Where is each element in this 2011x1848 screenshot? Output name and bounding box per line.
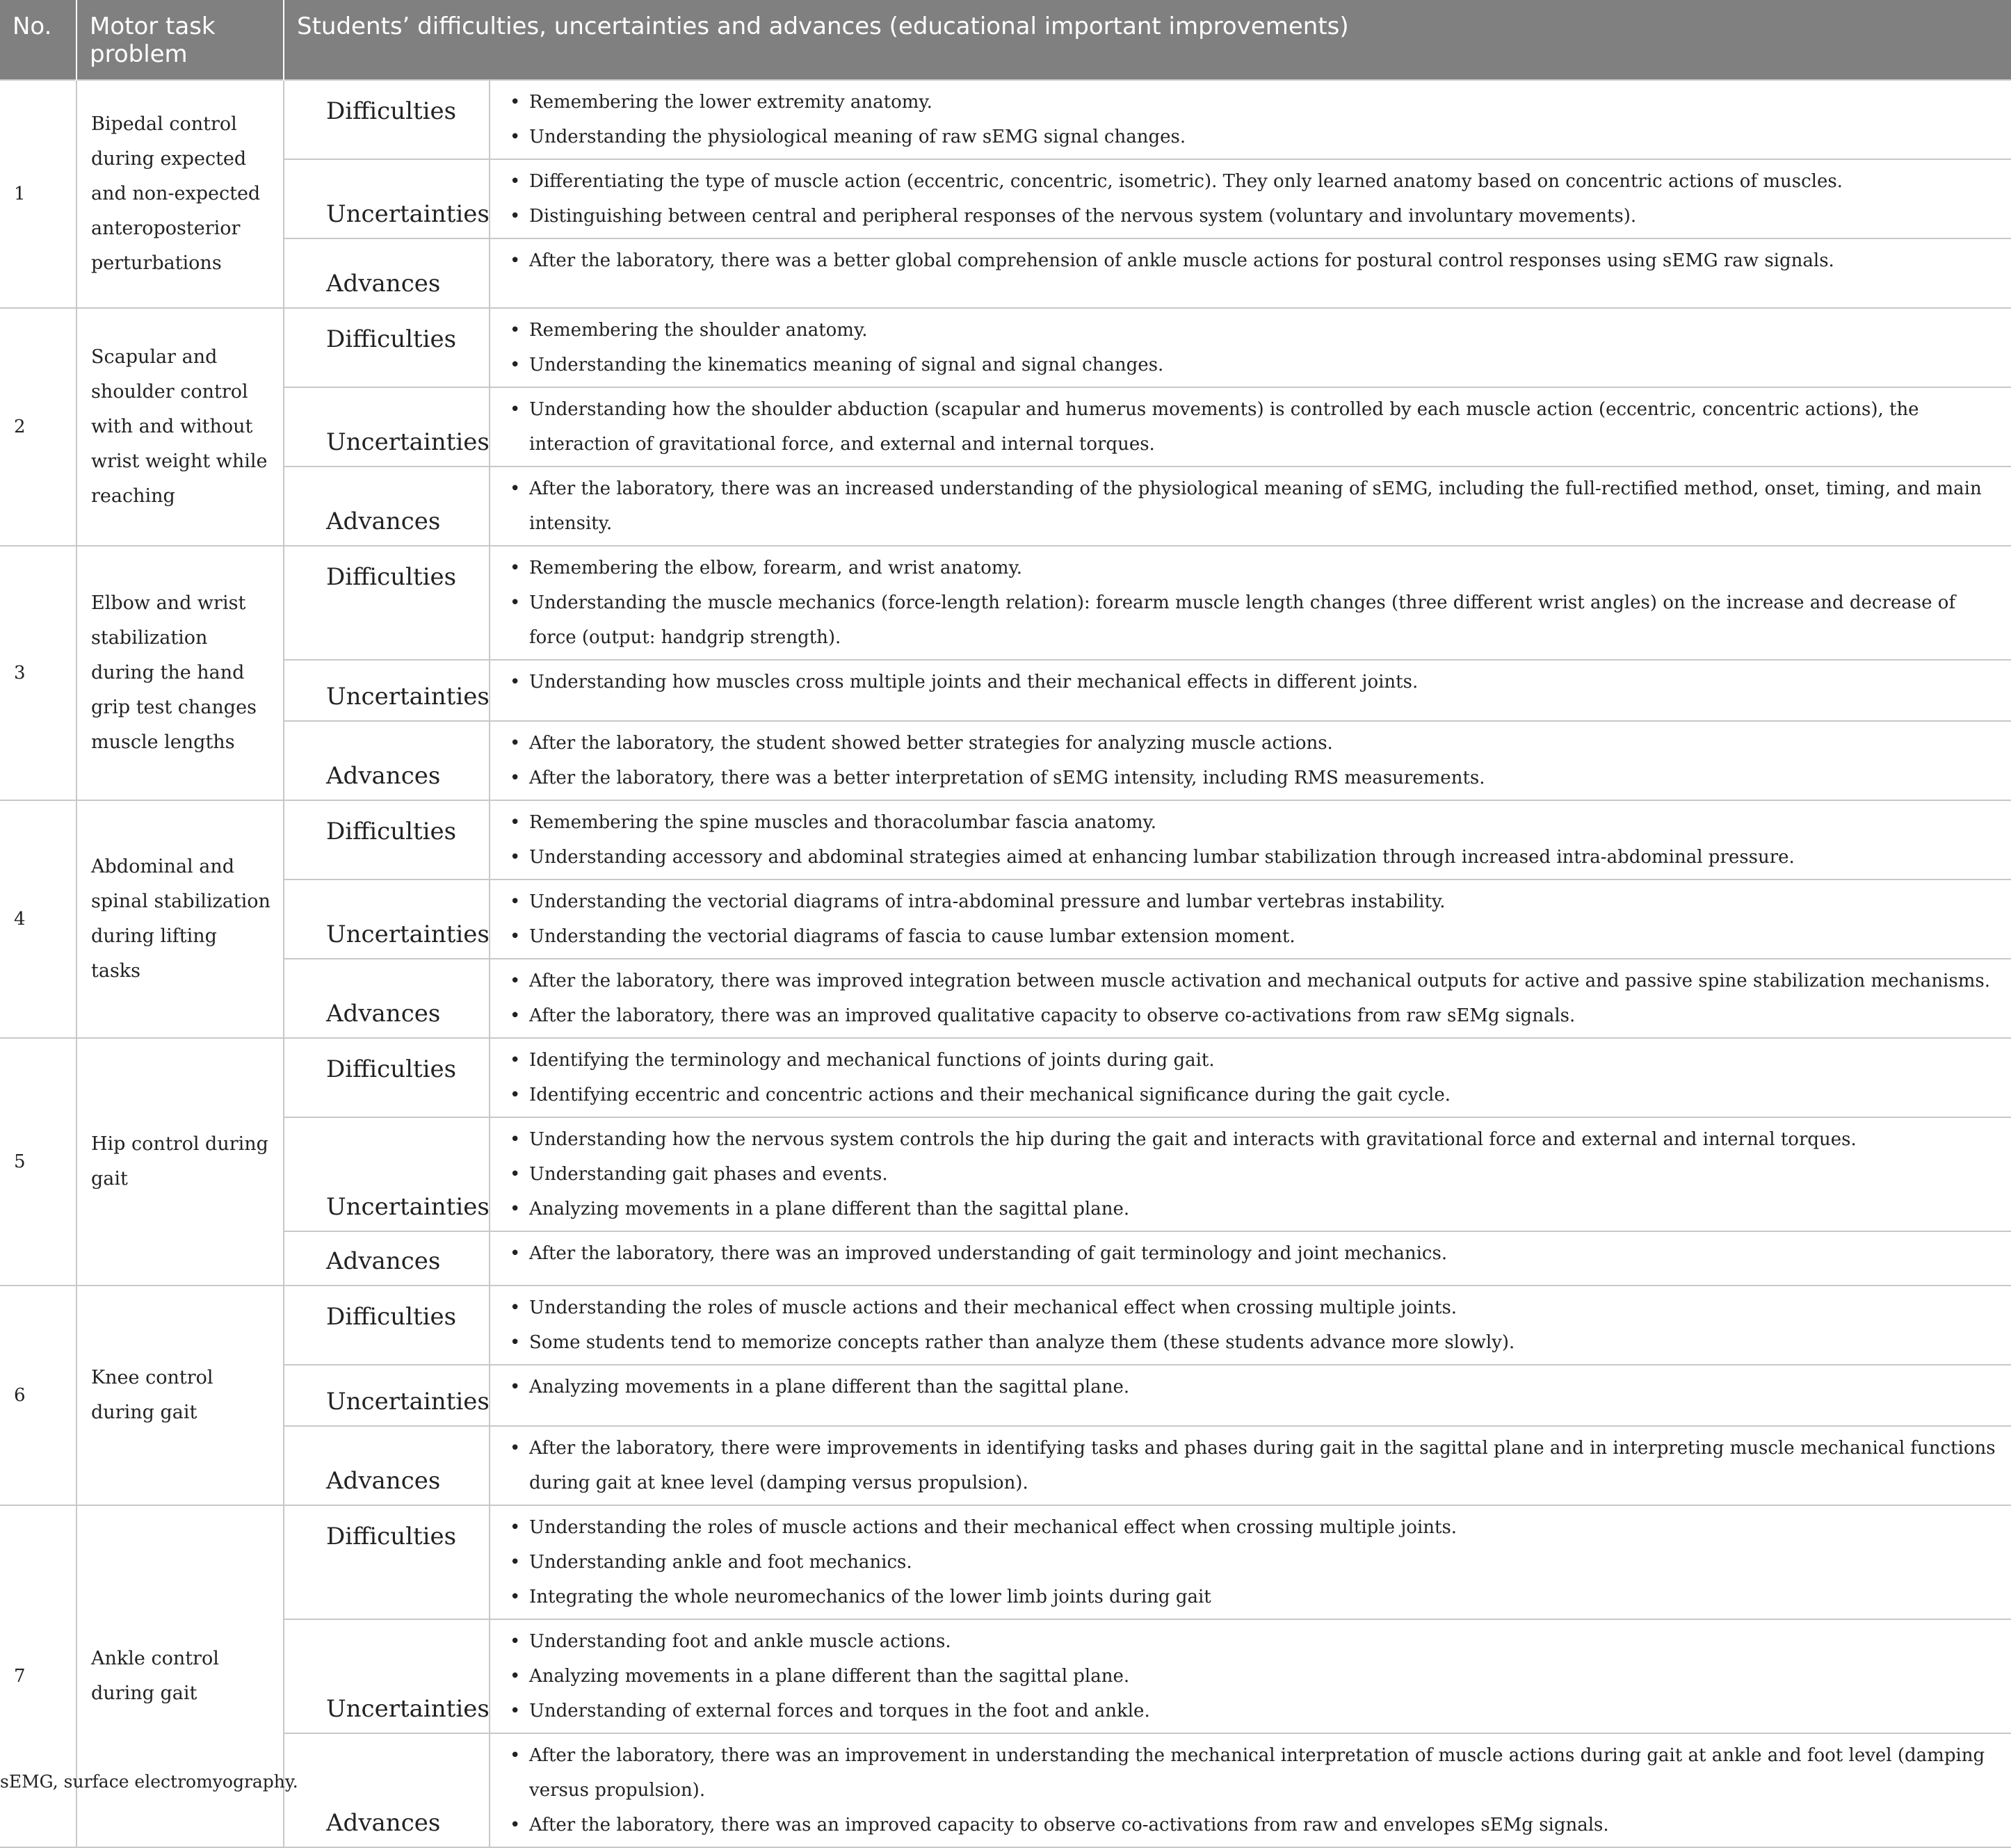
list-item: • Understanding the roles of muscle actions and their mechanical effect when crossing multiple joints.: [508, 1290, 1997, 1325]
bullet-list: [508, 805, 1997, 875]
category-cell: [284, 1619, 490, 1733]
list-item: • Understanding gait phases and events.: [508, 1157, 1997, 1192]
items-cell: [490, 1231, 2011, 1286]
header-no: No.: [0, 0, 76, 80]
items-cell: [490, 1117, 2011, 1231]
list-item: • Understanding accessory and abdominal strategies aimed at enhancing lumbar stabilization through increased intra-abdominal pressure.: [508, 840, 1997, 875]
list-item: • Understanding foot and ankle muscle actions.: [508, 1624, 1997, 1659]
category-cell: [284, 800, 490, 880]
items-cell: [490, 1426, 2011, 1505]
list-item: • Integrating the whole neuromechanics of the lower limb joints during gait: [508, 1580, 1997, 1614]
list-item: • Understanding how the shoulder abduction (scapular and humerus movements) is controlled by each muscle action (eccentric, concentric actions), the interaction of gravitational force, and external and internal torques.: [508, 392, 1997, 462]
list-item: • Understanding the vectorial diagrams of intra-abdominal pressure and lumbar vertebras instability.: [508, 884, 1997, 919]
list-item: • Remembering the spine muscles and thoracolumbar fascia anatomy.: [508, 805, 1997, 840]
bullet-list: [508, 726, 1997, 795]
items-cell: [490, 660, 2011, 721]
bullet-list: [508, 551, 1997, 655]
category-label: Advances: [326, 1467, 441, 1495]
items-cell: [490, 959, 2011, 1038]
table-row: [0, 1038, 2011, 1117]
items-cell: [490, 1505, 2011, 1619]
table-row: [0, 721, 2011, 800]
category-cell: [284, 1505, 490, 1619]
bullet-list: [508, 665, 1997, 699]
list-item: • Understanding the roles of muscle actions and their mechanical effect when crossing multiple joints.: [508, 1510, 1997, 1545]
list-item: • Analyzing movements in a plane different than the sagittal plane.: [508, 1370, 1997, 1404]
list-item: • After the laboratory, there was improved integration between muscle activation and mechanical outputs for active and passive spine stabilization mechanisms.: [508, 964, 1997, 998]
bullet-list: [508, 1624, 1997, 1728]
row-number: 1: [0, 80, 76, 308]
table-footnote: sEMG, surface electromyography.: [0, 1772, 298, 1792]
bullet-list: [508, 1510, 1997, 1614]
category-cell: [284, 308, 490, 387]
category-label: Uncertainties: [326, 1695, 490, 1723]
category-cell: [284, 1038, 490, 1117]
category-cell: [284, 1426, 490, 1505]
motor-task-cell: Knee control during gait: [76, 1286, 284, 1505]
category-label: Advances: [326, 1247, 441, 1275]
category-label: Advances: [326, 270, 441, 298]
row-number: 5: [0, 1038, 76, 1286]
header-description: Students’ difficulties, uncertainties and advances (educational important improvements): [284, 0, 2011, 80]
table-row: [0, 1505, 2011, 1619]
items-cell: [490, 880, 2011, 959]
list-item: • Remembering the shoulder anatomy.: [508, 313, 1997, 348]
list-item: • Understanding the physiological meaning of raw sEMG signal changes.: [508, 120, 1997, 154]
table-row: [0, 1231, 2011, 1286]
category-label: Uncertainties: [326, 200, 490, 228]
category-cell: [284, 959, 490, 1038]
category-cell: [284, 880, 490, 959]
items-cell: [490, 387, 2011, 467]
category-label: Difficulties: [326, 97, 457, 125]
list-item: • After the laboratory, there was an improvement in understanding the mechanical interpretation of muscle actions during gait at ankle and foot level (damping versus propulsion).: [508, 1738, 1997, 1808]
bullet-list: [508, 85, 1997, 154]
table-row: [0, 660, 2011, 721]
items-cell: [490, 308, 2011, 387]
category-cell: [284, 1733, 490, 1847]
table-row: [0, 308, 2011, 387]
category-cell: [284, 1286, 490, 1365]
category-cell: [284, 238, 490, 308]
bullet-list: [508, 1122, 1997, 1226]
table-row: [0, 467, 2011, 546]
category-label: Difficulties: [326, 818, 457, 845]
category-cell: [284, 546, 490, 660]
row-number: 6: [0, 1286, 76, 1505]
list-item: • After the laboratory, there was an improved capacity to observe co-activations from raw and envelopes sEMg signals.: [508, 1808, 1997, 1842]
bullet-list: [508, 1236, 1997, 1271]
category-label: Advances: [326, 1000, 441, 1028]
table-row: [0, 959, 2011, 1038]
table-row: [0, 800, 2011, 880]
list-item: • After the laboratory, there were improvements in identifying tasks and phases during gait in the sagittal plane and in interpreting muscle mechanical functions during gait at knee level (damping versus propulsion).: [508, 1431, 1997, 1500]
list-item: • Analyzing movements in a plane different than the sagittal plane.: [508, 1659, 1997, 1694]
category-cell: [284, 1365, 490, 1426]
list-item: • Analyzing movements in a plane different than the sagittal plane.: [508, 1192, 1997, 1226]
category-label: Uncertainties: [326, 428, 490, 456]
category-cell: [284, 159, 490, 238]
table-row: [0, 1117, 2011, 1231]
list-item: • Distinguishing between central and peripheral responses of the nervous system (voluntary and involuntary movements).: [508, 199, 1997, 234]
category-cell: [284, 721, 490, 800]
category-cell: [284, 1117, 490, 1231]
table-row: [0, 1286, 2011, 1365]
table-row: [0, 546, 2011, 660]
header-row: [0, 0, 2011, 80]
category-label: Difficulties: [326, 1523, 457, 1550]
category-cell: [284, 387, 490, 467]
list-item: • Understanding of external forces and torques in the foot and ankle.: [508, 1694, 1997, 1728]
list-item: • After the laboratory, there was a better global comprehension of ankle muscle actions for postural control responses using sEMG raw signals.: [508, 243, 1997, 278]
bullet-list: [508, 471, 1997, 541]
row-number: 3: [0, 546, 76, 800]
bullet-list: [508, 164, 1997, 234]
table-row: [0, 880, 2011, 959]
category-label: Uncertainties: [326, 1388, 490, 1416]
category-cell: [284, 1231, 490, 1286]
list-item: • Remembering the lower extremity anatomy.: [508, 85, 1997, 120]
motor-task-cell: Ankle control during gait: [76, 1505, 284, 1847]
category-cell: [284, 80, 490, 159]
items-cell: [490, 1038, 2011, 1117]
table-row: [0, 1619, 2011, 1733]
category-label: Advances: [326, 1809, 441, 1837]
list-item: • After the laboratory, there was an improved understanding of gait terminology and joint mechanics.: [508, 1236, 1997, 1271]
category-label: Difficulties: [326, 1303, 457, 1331]
list-item: • After the laboratory, there was an increased understanding of the physiological meaning of sEMG, including the full-rectified method, onset, timing, and main intensity.: [508, 471, 1997, 541]
items-cell: [490, 1733, 2011, 1847]
row-number: 2: [0, 308, 76, 546]
list-item: • Understanding the vectorial diagrams of fascia to cause lumbar extension moment.: [508, 919, 1997, 954]
table-row: [0, 1365, 2011, 1426]
items-cell: [490, 159, 2011, 238]
motor-task-cell: Scapular and shoulder control with and without wrist weight while reaching: [76, 308, 284, 546]
items-cell: [490, 1619, 2011, 1733]
bullet-list: [508, 313, 1997, 382]
list-item: • Some students tend to memorize concepts rather than analyze them (these students advance more slowly).: [508, 1325, 1997, 1360]
table-row: [0, 80, 2011, 159]
items-cell: [490, 238, 2011, 308]
list-item: • After the laboratory, the student showed better strategies for analyzing muscle actions.: [508, 726, 1997, 761]
category-cell: [284, 660, 490, 721]
list-item: • Identifying eccentric and concentric actions and their mechanical significance during the gait cycle.: [508, 1078, 1997, 1112]
category-label: Uncertainties: [326, 1193, 490, 1221]
list-item: • Identifying the terminology and mechanical functions of joints during gait.: [508, 1043, 1997, 1078]
list-item: • Remembering the elbow, forearm, and wrist anatomy.: [508, 551, 1997, 585]
table-row: [0, 387, 2011, 467]
bullet-list: [508, 1738, 1997, 1842]
category-label: Advances: [326, 762, 441, 790]
bullet-list: [508, 1043, 1997, 1112]
table-row: [0, 1733, 2011, 1847]
header-motor-task: Motor task problem: [76, 0, 284, 80]
bullet-list: [508, 1290, 1997, 1360]
table-row: [0, 238, 2011, 308]
items-cell: [490, 800, 2011, 880]
items-cell: [490, 1365, 2011, 1426]
category-label: Advances: [326, 508, 441, 535]
items-cell: [490, 80, 2011, 159]
bullet-list: [508, 1431, 1997, 1500]
bullet-list: [508, 1370, 1997, 1404]
list-item: • Understanding how the nervous system controls the hip during the gait and interacts with gravitational force and external and internal torques.: [508, 1122, 1997, 1157]
category-cell: [284, 467, 490, 546]
motor-task-cell: Bipedal control during expected and non-expected anteroposterior perturbations: [76, 80, 284, 308]
table-row: [0, 159, 2011, 238]
motor-task-cell: Elbow and wrist stabilization during the hand grip test changes muscle lengths: [76, 546, 284, 800]
bullet-list: [508, 964, 1997, 1033]
category-label: Difficulties: [326, 563, 457, 591]
list-item: • Understanding the kinematics meaning of signal and signal changes.: [508, 348, 1997, 382]
bullet-list: [508, 243, 1997, 278]
row-number: 4: [0, 800, 76, 1038]
list-item: • Differentiating the type of muscle action (eccentric, concentric, isometric). They only learned anatomy based on concentric actions of muscles.: [508, 164, 1997, 199]
table-row: [0, 1426, 2011, 1505]
items-cell: [490, 721, 2011, 800]
motor-task-cell: Hip control during gait: [76, 1038, 284, 1286]
motor-task-cell: Abdominal and spinal stabilization during lifting tasks: [76, 800, 284, 1038]
list-item: • Understanding ankle and foot mechanics.: [508, 1545, 1997, 1580]
bullet-list: [508, 392, 1997, 462]
bullet-list: [508, 884, 1997, 954]
table-body: [0, 80, 2011, 1847]
category-label: Difficulties: [326, 325, 457, 353]
list-item: • After the laboratory, there was an improved qualitative capacity to observe co-activations from raw sEMg signals.: [508, 998, 1997, 1033]
items-cell: [490, 467, 2011, 546]
items-cell: [490, 546, 2011, 660]
category-label: Uncertainties: [326, 683, 490, 711]
list-item: • Understanding how muscles cross multiple joints and their mechanical effects in different joints.: [508, 665, 1997, 699]
list-item: • Understanding the muscle mechanics (force-length relation): forearm muscle length changes (three different wrist angles) on the increase and decrease of force (output: handgrip strength).: [508, 585, 1997, 655]
category-label: Uncertainties: [326, 921, 490, 948]
items-cell: [490, 1286, 2011, 1365]
list-item: • After the laboratory, there was a better interpretation of sEMG intensity, including RMS measurements.: [508, 761, 1997, 795]
category-label: Difficulties: [326, 1055, 457, 1083]
row-number: 7: [0, 1505, 76, 1847]
